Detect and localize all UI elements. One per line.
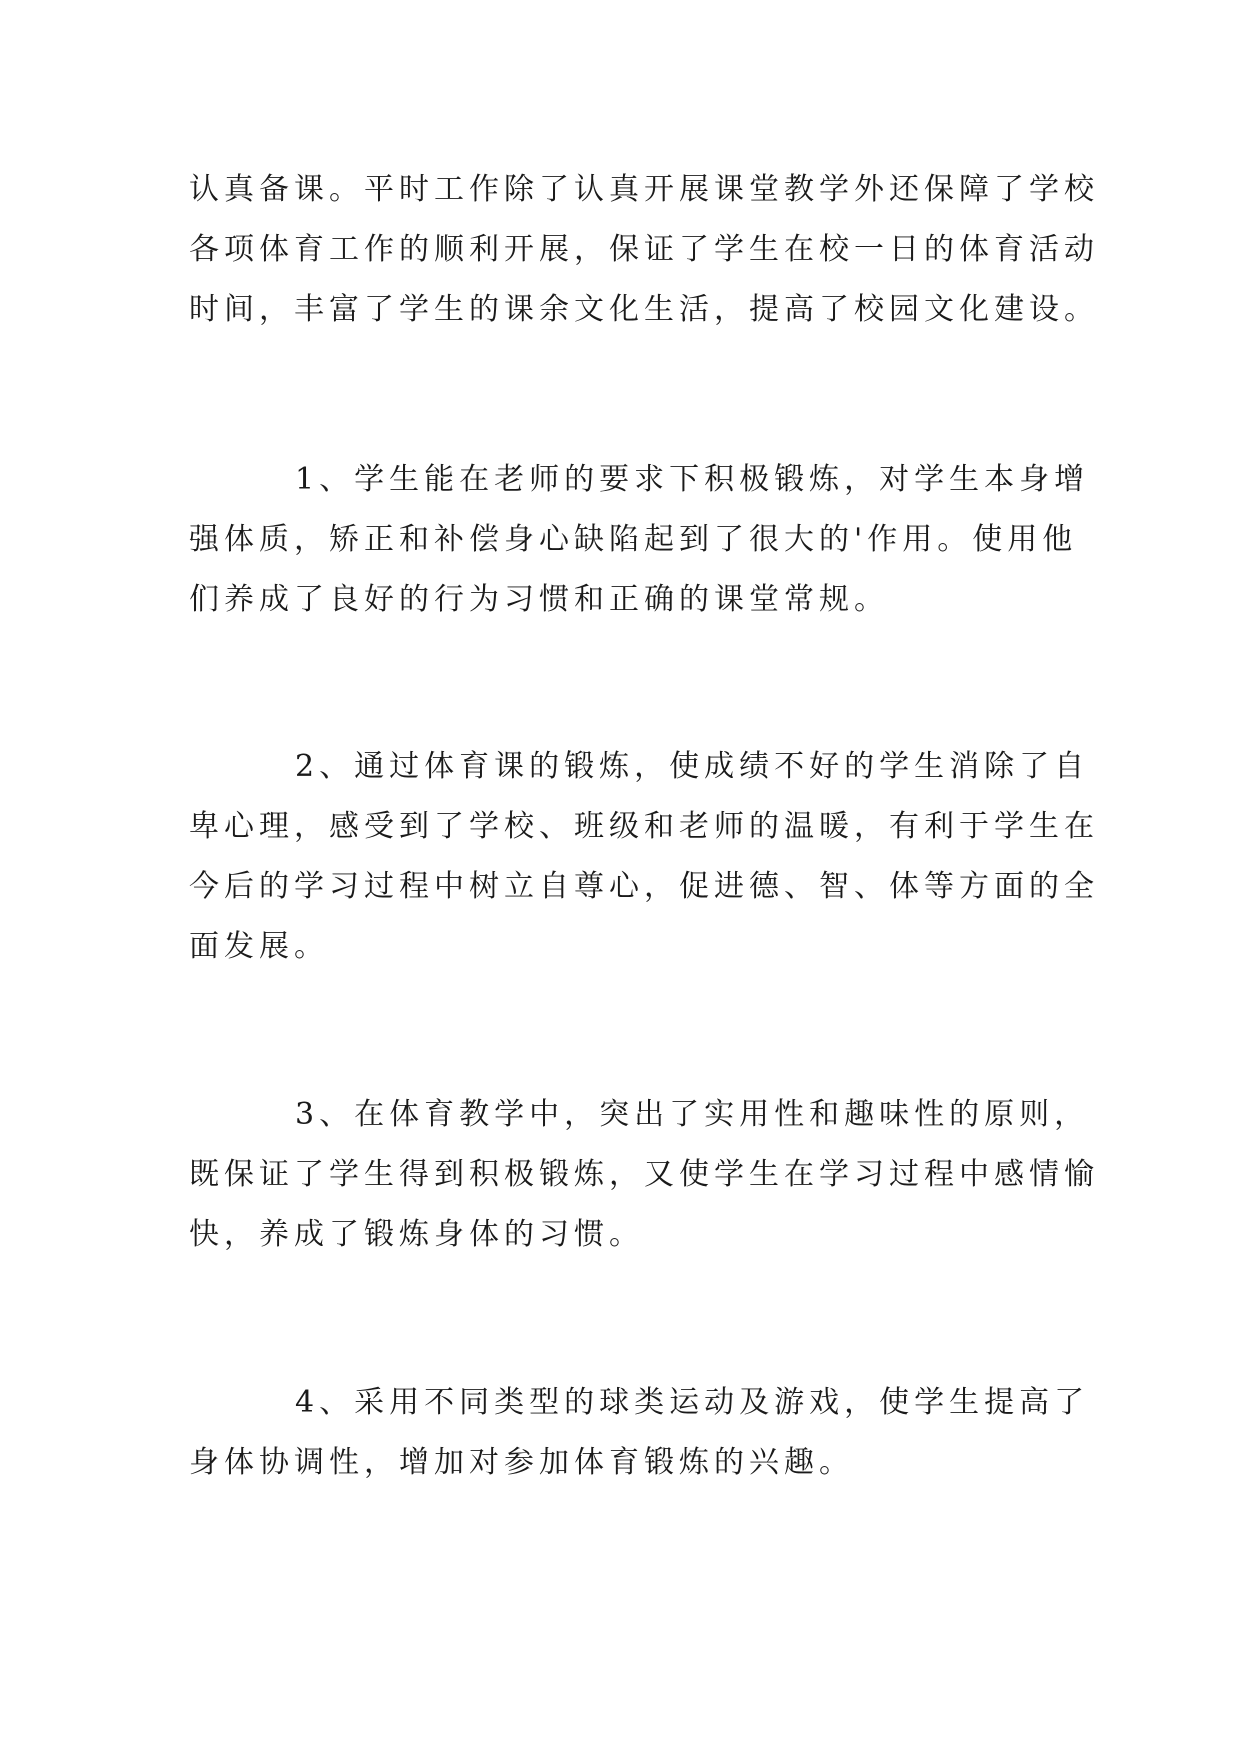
paragraph-item-2 [189, 737, 1099, 977]
paragraph-item-1 [189, 450, 1090, 630]
text-line: 身体协调性，增加对参加体育锻炼的兴趣。 [189, 1445, 854, 1480]
paragraph-item-3 [189, 1085, 1099, 1265]
paragraph-item-4 [189, 1373, 1090, 1493]
text-line: 强体质，矫正和补偿身心缺陷起到了很大的'作用。使用他 [189, 522, 1078, 557]
text-line: 今后的学习过程中树立自尊心，促进德、智、体等方面的全 [189, 869, 1099, 904]
text-line: 面发展。 [189, 929, 329, 964]
text-line: 1、学生能在老师的要求下积极锻炼，对学生本身增 [295, 462, 1090, 497]
text-line: 快，养成了锻炼身体的习惯。 [189, 1217, 644, 1252]
text-line: 卑心理，感受到了学校、班级和老师的温暖，有利于学生在 [189, 809, 1099, 844]
text-line: 认真备课。平时工作除了认真开展课堂教学外还保障了学校 [189, 172, 1099, 207]
text-line: 2、通过体育课的锻炼，使成绩不好的学生消除了自 [295, 749, 1090, 784]
paragraph-continuation [189, 160, 1099, 340]
text-line: 们养成了良好的行为习惯和正确的课堂常规。 [189, 582, 889, 617]
text-line: 各项体育工作的顺利开展，保证了学生在校一日的体育活动 [189, 232, 1099, 267]
text-line: 既保证了学生得到积极锻炼，又使学生在学习过程中感情愉 [189, 1157, 1099, 1192]
text-line: 3、在体育教学中，突出了实用性和趣味性的原则， [295, 1097, 1090, 1132]
text-line: 时间，丰富了学生的课余文化生活，提高了校园文化建设。 [189, 292, 1099, 327]
text-line: 4、采用不同类型的球类运动及游戏，使学生提高了 [295, 1385, 1090, 1420]
